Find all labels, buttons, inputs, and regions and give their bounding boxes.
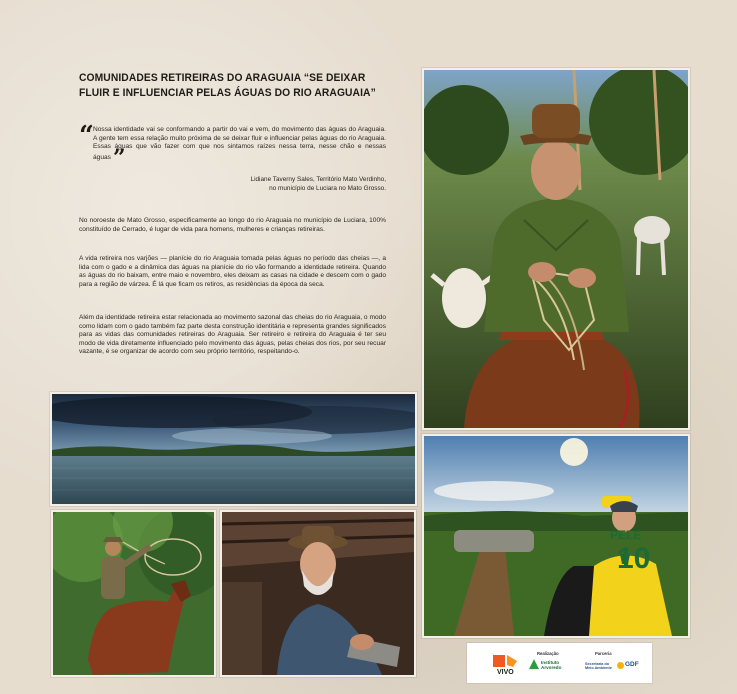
pull-quote [79,121,386,192]
attribution-line-1: Lidiane Taverny Sales, Território Mato Verdinho, [250,176,386,183]
attribution-line-2: no município de Luciara no Mato Grosso. [269,184,386,192]
vivo-text: VIVO [497,669,514,676]
instituto-arvoredo-logo [529,659,579,677]
herd-rider-photo [422,434,690,638]
vivo-logo [493,653,519,679]
parceria-caption: Parceria [595,651,612,656]
body-paragraph-1: No noroeste de Mato Grosso, especificamente ao longo do rio Araguaia no município de Luciara, 100% constituído de Cerrado, é lugar de vida para homens, mulheres e crianças retireiras. [79,217,386,233]
close-quote-mark: ” [112,144,126,171]
quote-attribution [146,176,386,193]
gdf-text: GDF [625,661,639,668]
body-paragraph-3: Além da identidade retireira estar relacionada ao movimento sazonal das cheias do rio Araguaia, o modo como lidam com o gado também faz parte desta construção identitária e representa grandes significados para as vidas das comunidades retireiras do Araguaia. Ser retireiro e retireira do Araguaia é ter seu modo de vida diretamente influenciado pelo movimento das águas, pelas cheias dos rios, por seu recuar vazante, é se organizar de acordo com seu próprio território, respeitando-o. [79,314,386,356]
realizacao-caption: Realização [537,651,559,656]
secretaria-logo [585,659,615,677]
river-photo [50,392,417,506]
quote-text-block [93,126,386,171]
quote-text: Nossa identidade vai se conformando a partir do vai e vem, do movimento das águas do Araguaia. A gente tem essa relação muito próxima de se deixar fluir e influenciar pelas águas do rio Araguaia. Essas águas que vão fazer com que nos sintamos raízes nessa terra, nesse chão e nessas águas [93,126,386,161]
old-man-portrait-photo [220,510,416,677]
instituto-text: Instituto Arvoredo [541,660,562,670]
jersey-number: 10 [617,542,651,575]
secretaria-text: Secretaria do Meio Ambiente [585,662,612,671]
boy-lasso-photo [51,510,216,677]
body-paragraph-2: A vida retireira nos varjões — planície do rio Araguaia tomada pelas águas no período das cheias —, a lida com o gado e a dinâmica das águas na planície do rio vão formando a identidade retireira. Quando as águas do rio baixam, entre maio e novembro, eles deixam as casas na cidade e descem com o gado para a região de várzea. É lá que ficam os retiros, as residências da época da seca. [79,255,386,288]
jersey-name: PELE [610,528,642,542]
old-man-horse-photo [422,68,690,430]
sponsor-logos [467,643,652,683]
gdf-logo [617,660,643,672]
page-title: COMUNIDADES RETIREIRAS DO ARAGUAIA “SE DEIXAR FLUIR E INFLUENCIAR PELAS ÁGUAS DO RIO ARAGUAIA” [79,72,376,99]
open-quote-mark: “ [79,121,94,151]
